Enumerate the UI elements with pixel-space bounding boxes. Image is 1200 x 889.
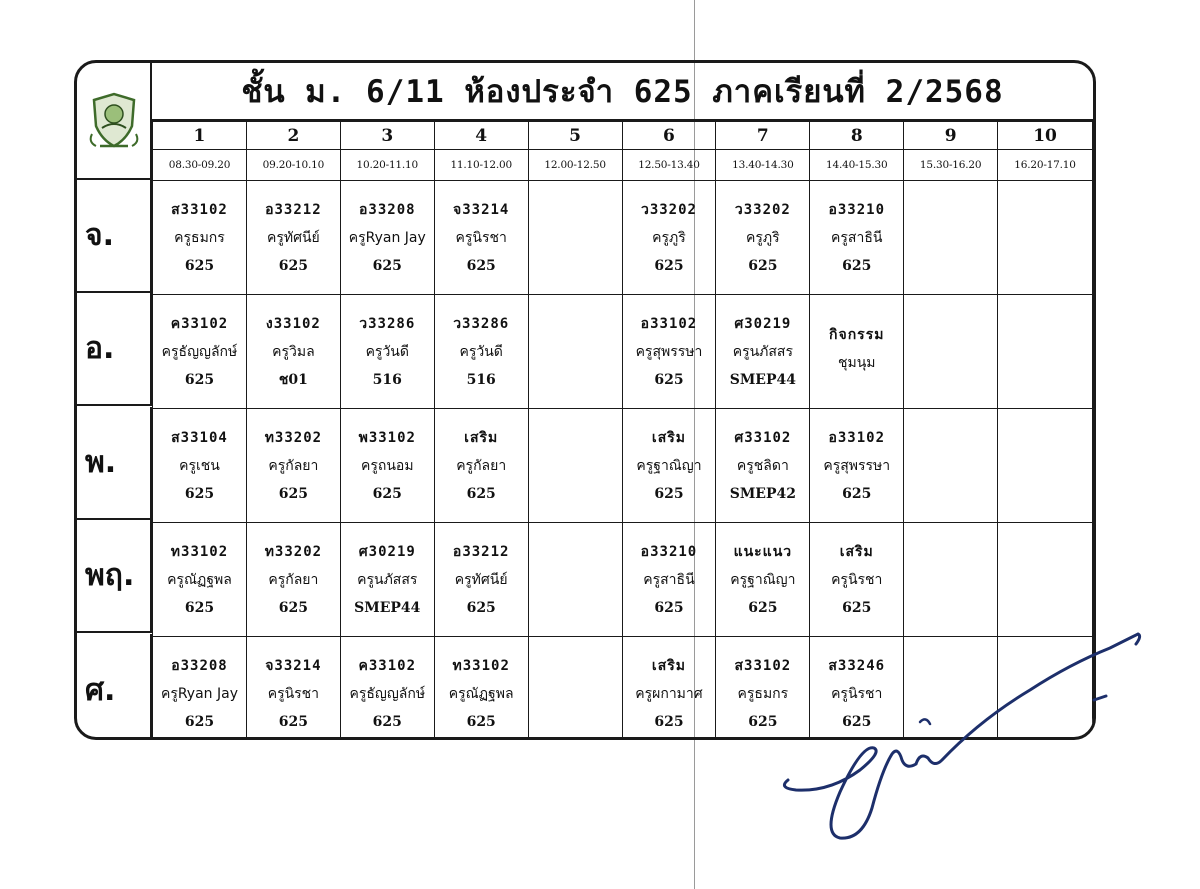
subject-room: 625	[466, 485, 496, 502]
subject-teacher: ครูทัศนีย์	[454, 571, 508, 588]
schedule-cell	[716, 409, 810, 523]
schedule-cell	[246, 295, 340, 409]
schedule-cell	[246, 637, 340, 741]
subject-code: พ33102	[358, 429, 416, 446]
subject-teacher: ครูเชน	[179, 457, 220, 474]
subject-teacher: ครูนิรชา	[267, 685, 320, 702]
schedule-cell	[716, 181, 810, 295]
subject-room: 625	[842, 713, 872, 730]
period-time: 08.30-09.20	[153, 150, 247, 181]
cell-content	[153, 637, 246, 740]
handwritten-signature	[770, 620, 1150, 850]
subject-teacher: ครูนิรชา	[831, 571, 883, 588]
cell-content	[341, 295, 434, 408]
subject-code: ท33102	[170, 543, 229, 560]
schedule-cell	[434, 409, 528, 523]
day-label: ศ.	[77, 634, 152, 740]
subject-code: อ33210	[640, 543, 698, 560]
subject-teacher: ครูธมกร	[737, 685, 789, 702]
subject-code: อ33102	[640, 315, 698, 332]
cell-content	[247, 523, 340, 636]
schedule-cell	[528, 409, 622, 523]
schedule-cell	[622, 409, 716, 523]
schedule-cell	[622, 637, 716, 741]
cell-content	[153, 409, 246, 522]
subject-code: ส33102	[734, 657, 792, 674]
schedule-cell	[153, 181, 247, 295]
subject-room: 625	[278, 485, 308, 502]
subject-room: 625	[278, 257, 308, 274]
subject-teacher: ครูภูริ	[652, 229, 686, 246]
schedule-cell	[810, 181, 904, 295]
subject-code: ว33202	[734, 201, 791, 218]
period-number: 2	[246, 122, 340, 150]
subject-teacher: ครูวิมล	[272, 343, 315, 360]
cell-content	[623, 181, 716, 294]
schedule-cell	[716, 295, 810, 409]
cell-content	[998, 295, 1092, 408]
subject-room: 625	[466, 713, 496, 730]
subject-teacher: ครูนิรชา	[455, 229, 507, 246]
day-label: พ.	[77, 407, 152, 520]
subject-code: ท33202	[264, 429, 323, 446]
cell-content	[435, 409, 528, 522]
subject-teacher: ครูธมกร	[174, 229, 225, 246]
period-number: 5	[528, 122, 622, 150]
period-number: 8	[810, 122, 904, 150]
schedule-cell	[153, 523, 247, 637]
subject-teacher: ครูผกามาศ	[635, 685, 703, 702]
period-time: 15.30-16.20	[904, 150, 998, 181]
cell-content	[623, 409, 716, 522]
subject-room: 625	[184, 599, 215, 616]
schedule-cell	[434, 523, 528, 637]
subject-code: อ33210	[828, 201, 886, 218]
subject-code: จ33214	[265, 657, 322, 674]
cell-content	[529, 637, 622, 740]
schedule-cell	[998, 295, 1093, 409]
subject-teacher: ครูกัลยา	[456, 457, 507, 474]
subject-teacher: ครูธัญญลักษ์	[161, 343, 238, 360]
cell-content	[716, 409, 809, 522]
subject-teacher: ชุมนุม	[837, 354, 876, 371]
subject-room: 625	[184, 485, 215, 502]
subject-room: 516	[466, 371, 496, 388]
subject-room: 625	[654, 713, 684, 730]
schedule-cell	[528, 295, 622, 409]
period-time: 13.40-14.30	[716, 150, 810, 181]
subject-code: อ33102	[828, 429, 886, 446]
cell-content	[810, 295, 903, 408]
subject-teacher: ครูฐาณิญา	[730, 571, 796, 588]
cell-content	[716, 181, 809, 294]
cell-content	[247, 409, 340, 522]
period-number: 7	[716, 122, 810, 150]
day-label: จ.	[77, 180, 152, 293]
subject-room: SMEP44	[729, 371, 796, 388]
cell-content	[247, 295, 340, 408]
subject-room: 516	[372, 371, 402, 388]
cell-content	[341, 181, 434, 294]
period-time: 09.20-10.10	[246, 150, 340, 181]
cell-content	[435, 637, 528, 740]
subject-teacher: ครูณัฏฐพล	[167, 571, 232, 588]
subject-teacher: ครูกัลยา	[268, 571, 319, 588]
cell-content	[341, 637, 434, 740]
school-emblem-icon	[86, 90, 142, 152]
period-number: 1	[153, 122, 247, 150]
subject-code: ว33286	[453, 315, 510, 332]
schedule-cell	[246, 523, 340, 637]
subject-code: อ33212	[452, 543, 510, 560]
cell-content	[810, 181, 903, 294]
period-time: 16.20-17.10	[998, 150, 1093, 181]
schedule-cell	[434, 181, 528, 295]
subject-room: 625	[372, 713, 402, 730]
cell-content	[435, 523, 528, 636]
schedule-cell	[340, 181, 434, 295]
schedule-cell	[904, 181, 998, 295]
schedule-cell	[998, 181, 1093, 295]
subject-code: จ33214	[453, 201, 510, 218]
schedule-cell	[810, 409, 904, 523]
subject-room: 625	[372, 485, 402, 502]
subject-teacher: ครูสุพรรษา	[823, 457, 891, 474]
subject-room: 625	[748, 599, 778, 616]
subject-teacher: ครูธัญญลักษ์	[349, 685, 426, 702]
schedule-cell	[153, 637, 247, 741]
subject-room: ช01	[278, 371, 308, 388]
subject-room: 625	[278, 599, 308, 616]
schedule-cell	[340, 295, 434, 409]
subject-code: ส33246	[828, 657, 886, 674]
cell-content	[435, 295, 528, 408]
subject-teacher: ครูถนอม	[360, 457, 414, 474]
subject-teacher: ครูชลิดา	[736, 457, 789, 474]
schedule-cell	[622, 523, 716, 637]
subject-room: 625	[842, 485, 872, 502]
cell-content	[904, 409, 997, 522]
cell-content	[435, 181, 528, 294]
subject-room: 625	[654, 599, 684, 616]
subject-code: ศ30219	[358, 543, 416, 560]
schedule-cell	[528, 637, 622, 741]
subject-teacher: ครูภูริ	[746, 229, 780, 246]
subject-teacher: ครูฐาณิญา	[636, 457, 702, 474]
period-number: 10	[998, 122, 1093, 150]
school-logo-cell	[77, 63, 152, 180]
subject-teacher: ครูRyan Jay	[348, 229, 426, 246]
schedule-cell	[622, 295, 716, 409]
schedule-cell	[246, 181, 340, 295]
period-time: 14.40-15.30	[810, 150, 904, 181]
schedule-cell	[810, 295, 904, 409]
cell-content	[623, 295, 716, 408]
subject-code: ง33102	[265, 315, 321, 332]
subject-room: 625	[184, 713, 215, 730]
subject-teacher: ครูวันดี	[365, 343, 409, 360]
subject-room: SMEP42	[729, 485, 796, 502]
period-time: 11.10-12.00	[434, 150, 528, 181]
subject-code: อ33208	[359, 201, 416, 218]
period-time: 10.20-11.10	[340, 150, 434, 181]
subject-code: เสริม	[464, 429, 499, 446]
period-number: 6	[622, 122, 716, 150]
subject-code: ท33102	[452, 657, 510, 674]
subject-teacher: ครูกัลยา	[268, 457, 319, 474]
subject-code: ว33286	[359, 315, 416, 332]
period-number: 3	[340, 122, 434, 150]
schedule-cell	[434, 295, 528, 409]
subject-code: ศ30219	[734, 315, 792, 332]
schedule-cell	[340, 409, 434, 523]
subject-room: 625	[842, 599, 872, 616]
subject-room: 625	[842, 257, 872, 274]
schedule-cell	[622, 181, 716, 295]
period-time: 12.00-12.50	[528, 150, 622, 181]
subject-code: ค33102	[170, 315, 229, 332]
day-label: อ.	[77, 293, 152, 406]
cell-content	[247, 181, 340, 294]
schedule-cell	[246, 409, 340, 523]
subject-room: 625	[466, 257, 496, 274]
schedule-cell	[904, 295, 998, 409]
cell-content	[998, 181, 1092, 294]
subject-room: 625	[466, 599, 496, 616]
cell-content	[623, 637, 716, 740]
subject-code: อ33212	[265, 201, 322, 218]
subject-code: แนะแนว	[733, 543, 793, 560]
subject-room: 625	[184, 371, 215, 388]
cell-content	[998, 409, 1092, 522]
subject-teacher: ครูณัฏฐพล	[448, 685, 514, 702]
subject-teacher: ครูสาธินี	[643, 571, 695, 588]
subject-room: 625	[654, 371, 684, 388]
subject-room: SMEP44	[354, 599, 421, 616]
subject-teacher: ครูสาธินี	[831, 229, 883, 246]
subject-code: อ33208	[171, 657, 228, 674]
cell-content	[529, 295, 622, 408]
schedule-cell	[340, 637, 434, 741]
subject-room: 625	[748, 713, 778, 730]
subject-teacher: ครูนิรชา	[831, 685, 883, 702]
subject-room: 625	[654, 485, 684, 502]
subject-code: เสริม	[651, 657, 686, 674]
schedule-cell	[528, 523, 622, 637]
cell-content	[153, 523, 246, 636]
schedule-cell	[153, 295, 247, 409]
subject-code: เสริม	[839, 543, 874, 560]
period-time: 12.50-13.40	[622, 150, 716, 181]
subject-room: 625	[184, 257, 215, 274]
subject-room: 625	[278, 713, 308, 730]
cell-content	[341, 523, 434, 636]
subject-teacher: ครูRyan Jay	[160, 685, 238, 702]
subject-teacher: ครูสุพรรษา	[635, 343, 703, 360]
cell-content	[904, 181, 997, 294]
subject-code: ส33102	[171, 201, 228, 218]
day-label: พฤ.	[77, 520, 152, 633]
cell-content	[904, 295, 997, 408]
subject-code: ศ33102	[734, 429, 792, 446]
cell-content	[623, 523, 716, 636]
subject-room: 625	[372, 257, 402, 274]
cell-content	[153, 295, 246, 408]
subject-teacher: ครูนภัสสร	[357, 571, 418, 588]
subject-code: ท33202	[264, 543, 323, 560]
schedule-cell	[434, 637, 528, 741]
cell-content	[810, 409, 903, 522]
schedule-cell	[153, 409, 247, 523]
period-number: 9	[904, 122, 998, 150]
subject-room: 625	[748, 257, 778, 274]
subject-code: ส33104	[171, 429, 228, 446]
cell-content	[247, 637, 340, 740]
subject-code: ค33102	[358, 657, 417, 674]
schedule-cell	[998, 409, 1093, 523]
subject-code: เสริม	[651, 429, 686, 446]
schedule-cell	[904, 409, 998, 523]
cell-content	[716, 295, 809, 408]
subject-teacher: ครูทัศนีย์	[266, 229, 320, 246]
subject-teacher: ครูวันดี	[459, 343, 503, 360]
subject-code: ว33202	[640, 201, 697, 218]
subject-teacher: ครูนภัสสร	[732, 343, 793, 360]
cell-content	[341, 409, 434, 522]
period-number: 4	[434, 122, 528, 150]
cell-content	[529, 181, 622, 294]
cell-content	[529, 409, 622, 522]
cell-content	[153, 181, 246, 294]
subject-code: กิจกรรม	[829, 326, 885, 343]
cell-content	[529, 523, 622, 636]
subject-room: 625	[654, 257, 684, 274]
schedule-cell	[528, 181, 622, 295]
timetable-title: ชั้น ม. 6/11 ห้องประจำ 625 ภาคเรียนที่ 2/2568	[152, 63, 1093, 121]
schedule-cell	[340, 523, 434, 637]
